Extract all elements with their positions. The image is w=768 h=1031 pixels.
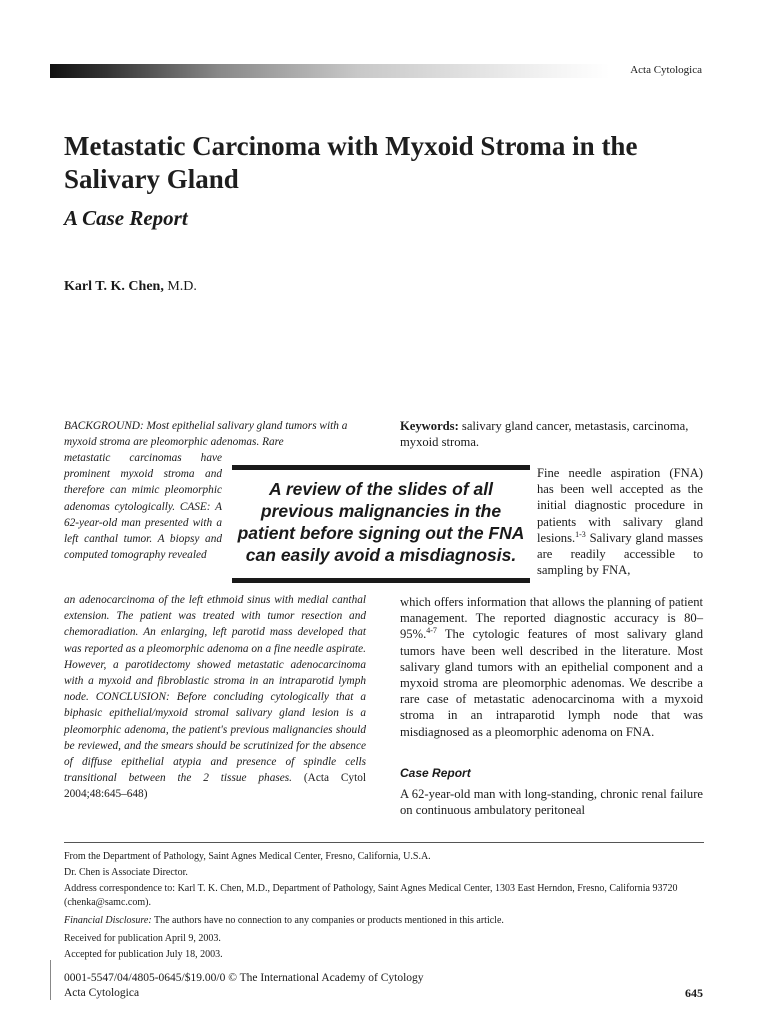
abstract-part-3-text: an adenocarcinoma of the left ethmoid sinus with medial canthal extension. The patient was treated with tumor resection and chemoradiation. An enlarging, left parotid mass developed that was reported as a pleomorphic adenoma on a fine needle aspirate. However, a parotidectomy showed metastatic adenocarcinoma with a myxoid and fibroblastic stroma in an intraparotid lymph node. CONCLUSION: Before concluding cytologically that a biphasic epithelial/myxoid stromal salivary gland lesion is a pleomorphic adenoma, the patient's previous malignancies should be reviewed, and the smears should be scrutinized for the absence of diffuse epithelial atypia and presence of spindle cells transitional between the 2 tissue phases. bbox=[64, 594, 366, 785]
abstract-citation: (Acta Cytol 2004;48:645–648) bbox=[64, 772, 366, 801]
page-number: 645 bbox=[685, 986, 703, 1000]
copyright-line: 0001-5547/04/4805-0645/$19.00/0 © The International Academy of Cytology bbox=[64, 972, 424, 984]
abstract-part-2: metastatic carcinomas have prominent myxoid stroma and therefore can mimic pleomorphic adenomas cytologically. CASE: A 62-year-old man presented with a left canthal tumor. A biopsy and computed tomography revealed bbox=[64, 452, 222, 562]
keywords-text: salivary gland cancer, metastasis, carcinoma, myxoid stroma. bbox=[400, 419, 689, 450]
abstract-part-1: BACKGROUND: Most epithelial salivary gland tumors with a myxoid stroma are pleomorphic adenomas. Rare bbox=[64, 420, 348, 449]
footer-journal: Acta Cytologica bbox=[64, 987, 140, 999]
footnote-department: From the Department of Pathology, Saint Agnes Medical Center, Fresno, California, U.S.A. bbox=[64, 851, 431, 862]
body-side-text-b: Salivary gland masses are readily accessible to sampling by FNA, bbox=[537, 530, 703, 578]
header-gradient-bar bbox=[50, 64, 610, 78]
pullquote: A review of the slides of all previous malignancies in the patient before signing out the FNA can easily avoid a misdiagnosis. bbox=[237, 479, 525, 565]
author-line bbox=[64, 279, 197, 295]
article-title: Metastatic Carcinoma with Myxoid Stroma in the Salivary Gland bbox=[64, 131, 638, 194]
body-main-text-b: The cytologic features of most salivary gland tumors have been well described in the literature. Most salivary gland tumors with an epithelial component and a myxoid stroma are pleomorphic adenomas. We describe a rare case of metastatic adenocarcinoma with a myxoid stroma in an intraparotid lymph node that was misdiagnosed as a pleomorphic adenoma on FNA. bbox=[400, 627, 703, 739]
disclosure-label: Financial Disclosure: bbox=[64, 915, 152, 926]
pullquote-top-rule bbox=[232, 465, 530, 470]
footnote-divider bbox=[64, 842, 704, 843]
body-text-side bbox=[537, 465, 703, 578]
footnote-disclosure bbox=[64, 914, 704, 928]
case-report-text: A 62-year-old man with long-standing, chronic renal failure on continuous ambulatory peritoneal bbox=[400, 787, 703, 818]
article-subtitle: A Case Report bbox=[64, 206, 188, 230]
body-main-text-a: which offers information that allows the planning of patient management. The reported diagnostic accuracy is 80–95%. bbox=[400, 595, 703, 642]
disclosure-text: The authors have no connection to any companies or products mentioned in this article. bbox=[151, 915, 504, 926]
footnote-address: Address correspondence to: Karl T. K. Chen, M.D., Department of Pathology, Saint Agnes Medical Center, 1303 East Herndon, Fresno, California 93720 (chenka@samc.com). bbox=[64, 883, 678, 908]
footnote-accepted: Accepted for publication July 18, 2003. bbox=[64, 949, 223, 960]
footnote-director: Dr. Chen is Associate Director. bbox=[64, 867, 188, 878]
body-side-text-a: Fine needle aspiration (FNA) has been well accepted as the initial diagnostic procedure in patients with salivary gland lesions. bbox=[537, 466, 703, 545]
author-name: Karl T. K. Chen, bbox=[64, 279, 164, 294]
author-degree: M.D. bbox=[163, 279, 197, 294]
running-header-journal: Acta Cytologica bbox=[630, 64, 702, 76]
footnote-received: Received for publication April 9, 2003. bbox=[64, 933, 221, 944]
section-heading-case-report: Case Report bbox=[400, 766, 471, 780]
body-text-main bbox=[400, 594, 703, 740]
abstract-part-3 bbox=[64, 592, 366, 803]
keywords-label: Keywords: bbox=[400, 419, 459, 433]
reference-superscript: 1-3 bbox=[575, 529, 586, 539]
footer-margin-rule bbox=[50, 960, 51, 1000]
reference-superscript: 4-7 bbox=[426, 626, 437, 636]
keywords bbox=[400, 418, 703, 450]
pullquote-bottom-rule bbox=[232, 578, 530, 583]
